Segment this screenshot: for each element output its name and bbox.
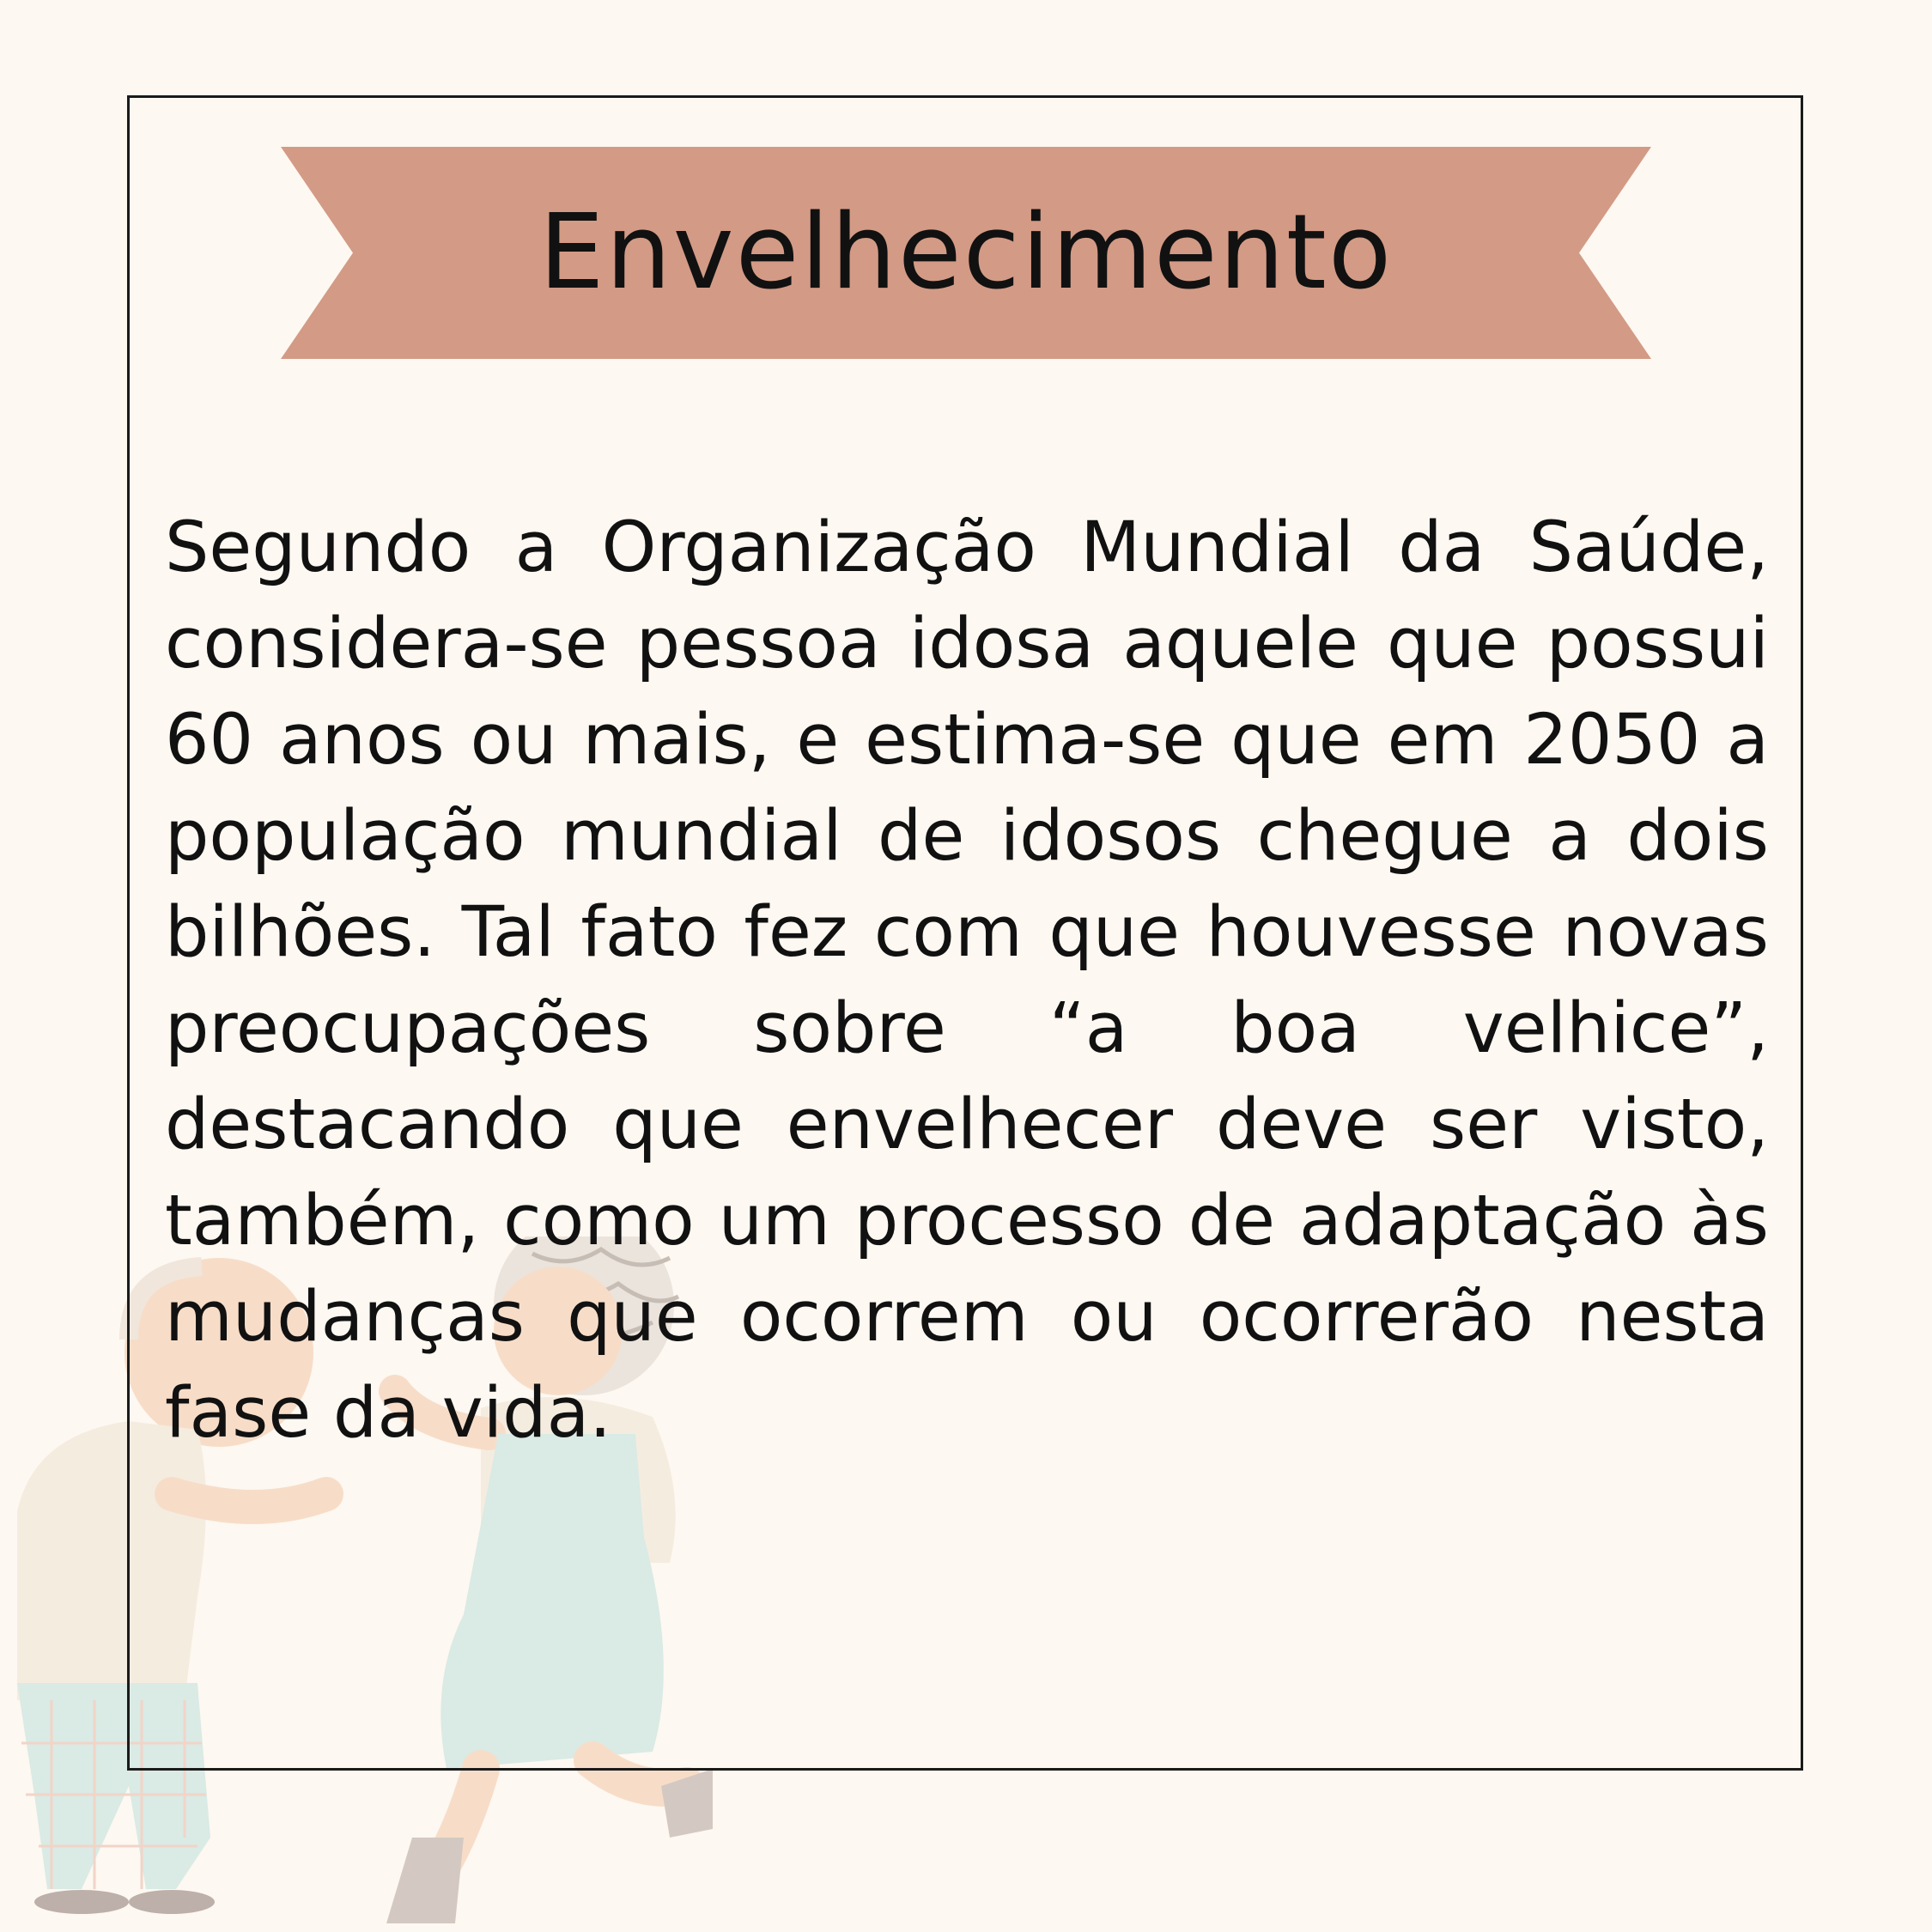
title-banner: [281, 147, 1651, 359]
page-title: Envelhecimento: [538, 193, 1394, 313]
body-paragraph: Segundo a Organização Mundial da Saúde, considera-se pessoa idosa aquele que possui 60 anos ou mais, e estima-se que em 2050 a população mundial de idosos chegue a dois bilhões. Tal fato fez com que houvesse novas preocupações sobre “a boa velhice”, destacando que envelhecer deve ser visto, também, como um processo de adaptação às mudanças que ocorrem ou ocorrerão nesta fase da vida.: [165, 507, 1769, 1454]
